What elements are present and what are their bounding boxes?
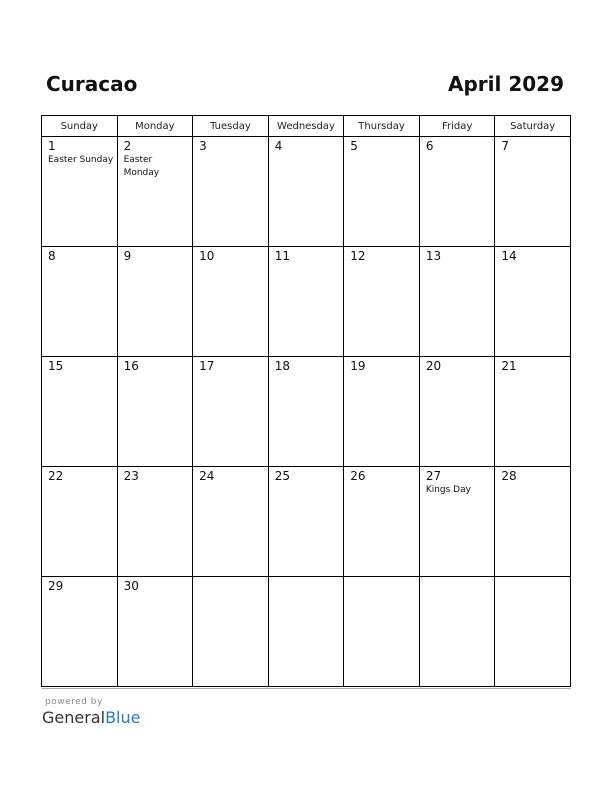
- day-cell-content: [193, 577, 268, 579]
- day-cell-content: [193, 357, 268, 374]
- day-cell-content: [193, 467, 268, 484]
- day-cell-content: [118, 247, 193, 264]
- footer-divider: [42, 688, 571, 689]
- day-number: 27: [425, 469, 442, 483]
- day-cell: [344, 357, 420, 467]
- day-number: 22: [48, 469, 64, 483]
- week-row: [42, 577, 571, 687]
- day-cell-content: [193, 247, 268, 264]
- day-cell-content: [344, 467, 419, 484]
- day-cell-content: [42, 577, 117, 594]
- calendar-body: [42, 137, 571, 687]
- weekday-header-saturday: Saturday: [495, 116, 571, 137]
- day-cell-content: [420, 577, 495, 579]
- powered-by-text: powered by: [45, 697, 103, 707]
- day-cell: [419, 467, 495, 577]
- calendar-grid: [41, 115, 571, 687]
- day-cell: [42, 467, 118, 577]
- weekday-header-wednesday: Wednesday: [268, 116, 344, 137]
- day-cell: [193, 137, 269, 247]
- day-number: 30: [123, 579, 139, 593]
- day-cell-content: [269, 467, 344, 484]
- day-number: 13: [425, 249, 442, 263]
- day-cell-content: [344, 357, 419, 374]
- day-cell: [419, 247, 495, 357]
- day-cell: [117, 137, 193, 247]
- day-number: 16: [123, 359, 139, 373]
- day-number: 11: [274, 249, 290, 263]
- day-cell: [193, 577, 269, 687]
- day-number: 26: [350, 469, 366, 483]
- day-cell: [344, 247, 420, 357]
- day-cell: [117, 577, 193, 687]
- day-number: 14: [501, 249, 517, 263]
- day-cell-content: [118, 137, 193, 180]
- day-cell: [117, 357, 193, 467]
- day-cell-content: [495, 357, 570, 374]
- day-cell: [193, 247, 269, 357]
- week-row: [42, 247, 571, 357]
- day-cell: [117, 467, 193, 577]
- day-number: 8: [48, 249, 56, 263]
- day-cell-content: [118, 467, 193, 484]
- day-cell: [495, 467, 571, 577]
- month-year-title: April 2029: [448, 72, 564, 96]
- day-cell-content: [344, 247, 419, 264]
- day-cell: [42, 357, 118, 467]
- day-number: 6: [425, 139, 434, 153]
- generalblue-logo: [42, 708, 140, 727]
- day-number: 10: [199, 249, 215, 263]
- day-cell: [495, 577, 571, 687]
- day-number: 19: [350, 359, 366, 373]
- holiday-label: Monday: [123, 168, 160, 178]
- day-cell-content: [42, 247, 117, 264]
- day-number: 3: [199, 139, 207, 153]
- day-cell-content: [495, 137, 570, 154]
- day-cell: [419, 137, 495, 247]
- day-cell: [42, 577, 118, 687]
- day-cell: [419, 357, 495, 467]
- day-cell: [419, 577, 495, 687]
- day-cell-content: [269, 577, 344, 579]
- day-cell-content: [269, 247, 344, 264]
- day-cell-content: [420, 137, 495, 154]
- day-cell-content: [495, 247, 570, 264]
- day-cell-content: [42, 137, 117, 167]
- day-number: 18: [274, 359, 290, 373]
- holiday-label: Easter Sunday: [48, 155, 114, 165]
- day-cell: [117, 247, 193, 357]
- day-cell: [344, 577, 420, 687]
- day-cell: [268, 577, 344, 687]
- day-number: 23: [123, 469, 139, 483]
- weekday-header-thursday: Thursday: [344, 116, 420, 137]
- day-cell-content: [420, 247, 495, 264]
- day-cell-content: [193, 137, 268, 154]
- day-cell: [193, 357, 269, 467]
- day-cell: [268, 247, 344, 357]
- day-cell: [344, 467, 420, 577]
- weekday-header-tuesday: Tuesday: [193, 116, 269, 137]
- day-number: 28: [501, 469, 517, 483]
- day-number: 5: [350, 139, 358, 153]
- day-cell-content: [344, 137, 419, 154]
- week-row: [42, 467, 571, 577]
- day-cell-content: [420, 467, 495, 497]
- day-cell-content: [42, 467, 117, 484]
- day-number: 7: [501, 139, 510, 153]
- holiday-label: Kings Day: [425, 485, 471, 495]
- brand-text-blue: Blue: [105, 708, 141, 727]
- day-cell: [42, 247, 118, 357]
- weekday-header-monday: Monday: [117, 116, 193, 137]
- day-number: 15: [48, 359, 64, 373]
- weekday-header-sunday: Sunday: [42, 116, 118, 137]
- day-number: 1: [48, 139, 56, 153]
- day-cell: [268, 137, 344, 247]
- day-number: 21: [501, 359, 517, 373]
- day-cell-content: [269, 357, 344, 374]
- day-cell: [193, 467, 269, 577]
- day-cell: [495, 247, 571, 357]
- country-title: Curacao: [46, 72, 138, 96]
- day-cell-content: [495, 467, 570, 484]
- day-cell: [344, 137, 420, 247]
- day-cell-content: [118, 357, 193, 374]
- day-cell-content: [420, 357, 495, 374]
- day-number: 20: [425, 359, 442, 373]
- day-cell-content: [344, 577, 419, 579]
- brand-text-general: General: [42, 708, 106, 727]
- day-cell-content: [495, 577, 570, 579]
- day-cell: [495, 137, 571, 247]
- day-cell: [268, 467, 344, 577]
- day-cell: [495, 357, 571, 467]
- day-cell-content: [269, 137, 344, 154]
- week-row: [42, 357, 571, 467]
- weekday-header-friday: Friday: [419, 116, 495, 137]
- day-number: 4: [274, 139, 283, 153]
- day-number: 25: [274, 469, 290, 483]
- weekday-header-row: [42, 116, 571, 137]
- day-number: 12: [350, 249, 366, 263]
- day-cell: [268, 357, 344, 467]
- holiday-label: Easter: [123, 155, 153, 165]
- day-number: 2: [123, 139, 132, 153]
- calendar-header: [46, 72, 566, 98]
- day-cell-content: [42, 357, 117, 374]
- day-number: 24: [199, 469, 215, 483]
- day-cell-content: [118, 577, 193, 594]
- week-row: [42, 137, 571, 247]
- day-number: 17: [199, 359, 215, 373]
- day-number: 29: [48, 579, 64, 593]
- day-cell: [42, 137, 118, 247]
- day-number: 9: [123, 249, 132, 263]
